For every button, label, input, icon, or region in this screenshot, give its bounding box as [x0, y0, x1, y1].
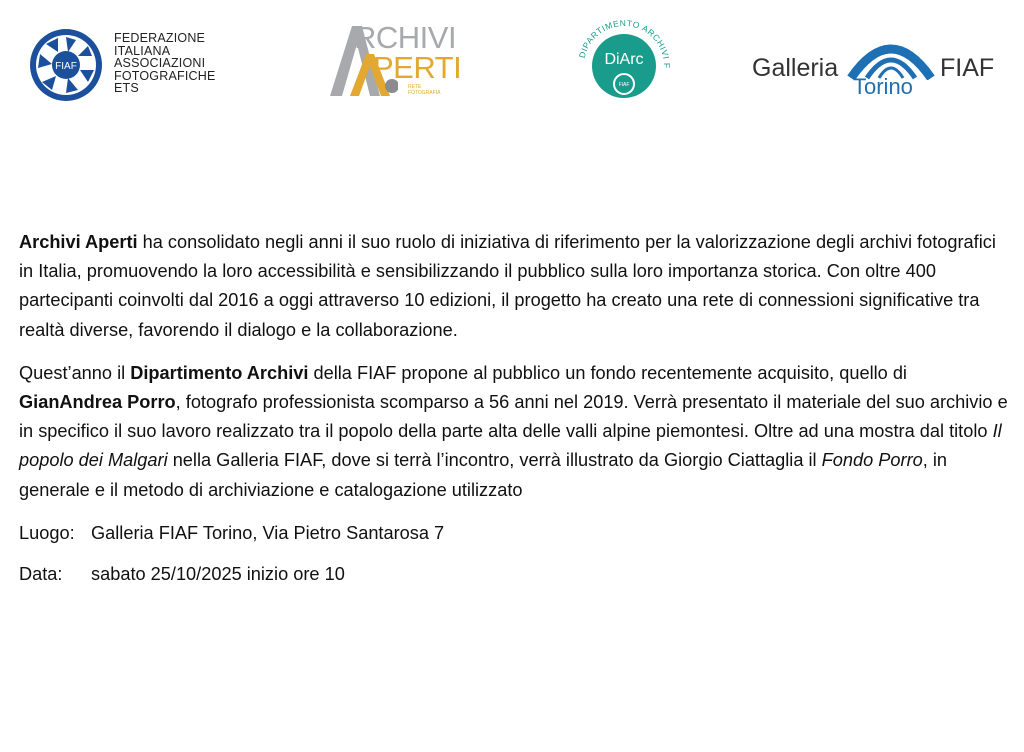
galleria-word: Galleria — [752, 54, 839, 82]
diarc-emblem-icon — [568, 8, 680, 104]
fiaf-logo — [28, 26, 228, 106]
announcement-body — [19, 228, 1009, 601]
galleria-fiaf-torino-logo — [750, 32, 1000, 104]
fiaf-badge-text: FIAF — [55, 61, 77, 72]
fiaf-line: ASSOCIAZIONI — [114, 56, 206, 71]
fiaf-name — [114, 32, 215, 95]
intro-text: ha consolidato negli anni il suo ruolo di iniziativa di riferimento per la valorizzazione degli archivi fotografici in Italia, promuovendo la loro accessibilità e sensibilizzando il pubblico sulla loro importanza storica. Con oltre 400 partecipanti coinvolti dal 2016 a oggi attraverso 10 edizioni, il progetto ha creato una rete di connessioni significative tra realtà diverse, favorendo il dialogo e la collaborazione. — [19, 232, 996, 340]
fiaf-line: FOTOGRAFICHE — [114, 68, 216, 83]
galleria-arch-icon — [845, 32, 937, 80]
location-value: Galleria FIAF Torino, Via Pietro Santarosa 7 — [91, 522, 445, 543]
date-value: sabato 25/10/2025 inizio ore 10 — [91, 564, 345, 585]
diarc-logo — [568, 8, 680, 104]
details-paragraph — [19, 359, 1009, 505]
photographer-name-bold: GianAndrea Porro — [19, 392, 176, 413]
fondo-title: Fondo Porro — [821, 450, 923, 471]
dipartimento-bold: Dipartimento Archivi — [130, 362, 309, 383]
location-label: Luogo: — [19, 522, 75, 543]
rete-word: RETE — [408, 84, 422, 90]
intro-paragraph — [19, 228, 1009, 345]
details-text: nella Galleria FIAF, dove si terrà l’incontro, verrà illustrato da Giorgio Ciattaglia il — [167, 450, 822, 471]
exhibition-title: Il popolo dei Malgari — [19, 421, 1002, 471]
fiaf-line: FEDERAZIONE — [114, 31, 206, 45]
diarc-center-text: DiArc — [604, 51, 644, 68]
fotografia-word: FOTOGRAFIA — [408, 90, 441, 96]
rete-fotografia — [408, 84, 440, 96]
date-label: Data: — [19, 564, 63, 585]
fiaf-line: ITALIANA — [114, 43, 171, 58]
archivi-aperti-bold: Archivi Aperti — [19, 232, 138, 252]
details-text: , in generale e il metodo di archiviazione e catalogazione utilizzato — [19, 450, 948, 500]
details-text: Quest’anno il — [19, 362, 131, 383]
archivi-aperti-logo — [328, 20, 462, 100]
details-text: della FIAF propone al pubblico un fondo recentemente acquisito, quello di — [308, 362, 907, 383]
fiaf-line: ETS — [114, 81, 139, 96]
details-text: , fotografo professionista scomparso a 56 anni nel 2019. Verrà presentato il materiale del suo archivio e in specifico il suo lavoro realizzato tra il popolo della parte alta delle valli alpine piemontesi. Oltre ad una mostra dal titolo — [19, 392, 1008, 442]
diarc-ring-text: DIPARTIMENTO ARCHIVI F — [576, 17, 673, 69]
galleria-torino-word: Torino — [853, 74, 913, 99]
diarc-badge-text: FIAF — [618, 82, 630, 88]
galleria-fiaf-word: FIAF — [940, 54, 995, 82]
fiaf-aperture-icon — [28, 26, 108, 106]
aperti-word: PERTI — [373, 50, 462, 85]
date-row — [19, 560, 1009, 589]
archivi-word: RCHIVI — [354, 20, 457, 55]
location-row — [19, 519, 1009, 548]
